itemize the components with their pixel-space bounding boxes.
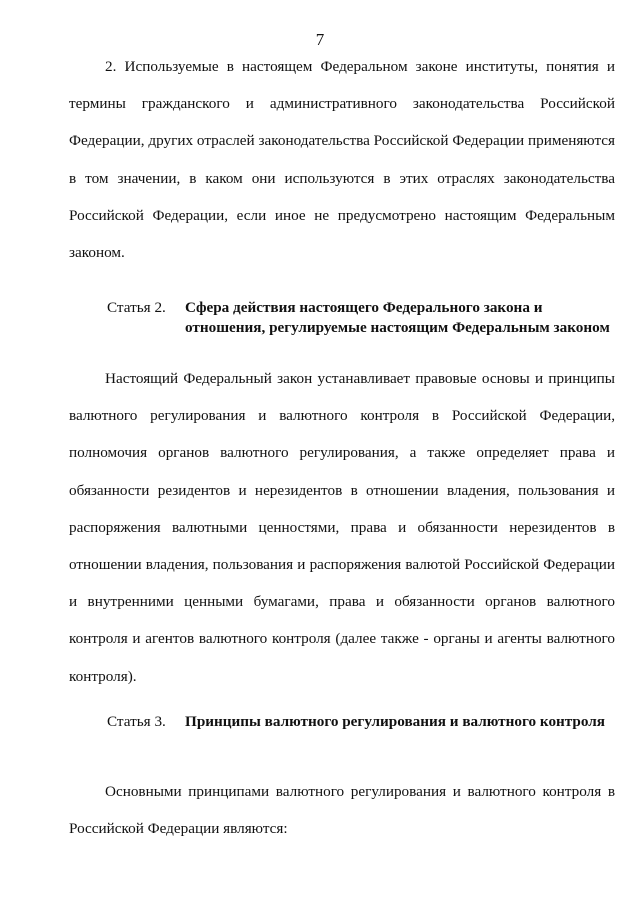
clause-2-text: 2. Используемые в настоящем Федеральном законе институты, понятия и термины гражданского и административного законодательства Российской Федерации, других отраслей законодательства Российской Федерации применяются в том значении, в каком они используются в этих отраслях законодательства Российской Федерации, если иное не предусмотрено настоящим Федеральным законом. <box>69 58 615 262</box>
article-2-title-line1: Сфера действия настоящего Федерального закона и <box>185 299 543 316</box>
article-3-body-text: Основными принципами валютного регулирования и валютного контроля в Российской Федерации являются: <box>69 783 615 838</box>
article-2-body <box>69 360 615 695</box>
article-3-body <box>69 773 615 847</box>
page-number: 7 <box>315 30 325 49</box>
article-2-number: Статья 2. <box>107 299 166 316</box>
article-3-title: Принципы валютного регулирования и валютного контроля <box>185 713 606 730</box>
article-2-title-line2: отношения, регулируемые настоящим Федеральным законом <box>185 319 610 336</box>
clause-2-paragraph <box>69 48 615 271</box>
article-3-number: Статья 3. <box>107 713 166 730</box>
article-2-body-text: Настоящий Федеральный закон устанавливает правовые основы и принципы валютного регулирования и валютного контроля в Российской Федерации, полномочия органов валютного регулирования, а также определяет права и обязанности резидентов и нерезидентов в отношении владения, пользования и распоряжения валютными ценностями, права и обязанности нерезидентов в отношении владения, пользования и распоряжения валютой Российской Федерации и внутренними ценными бумагами, права и обязанности органов валютного контроля и агентов валютного контроля (далее также - органы и агенты валютного контроля). <box>69 370 615 685</box>
